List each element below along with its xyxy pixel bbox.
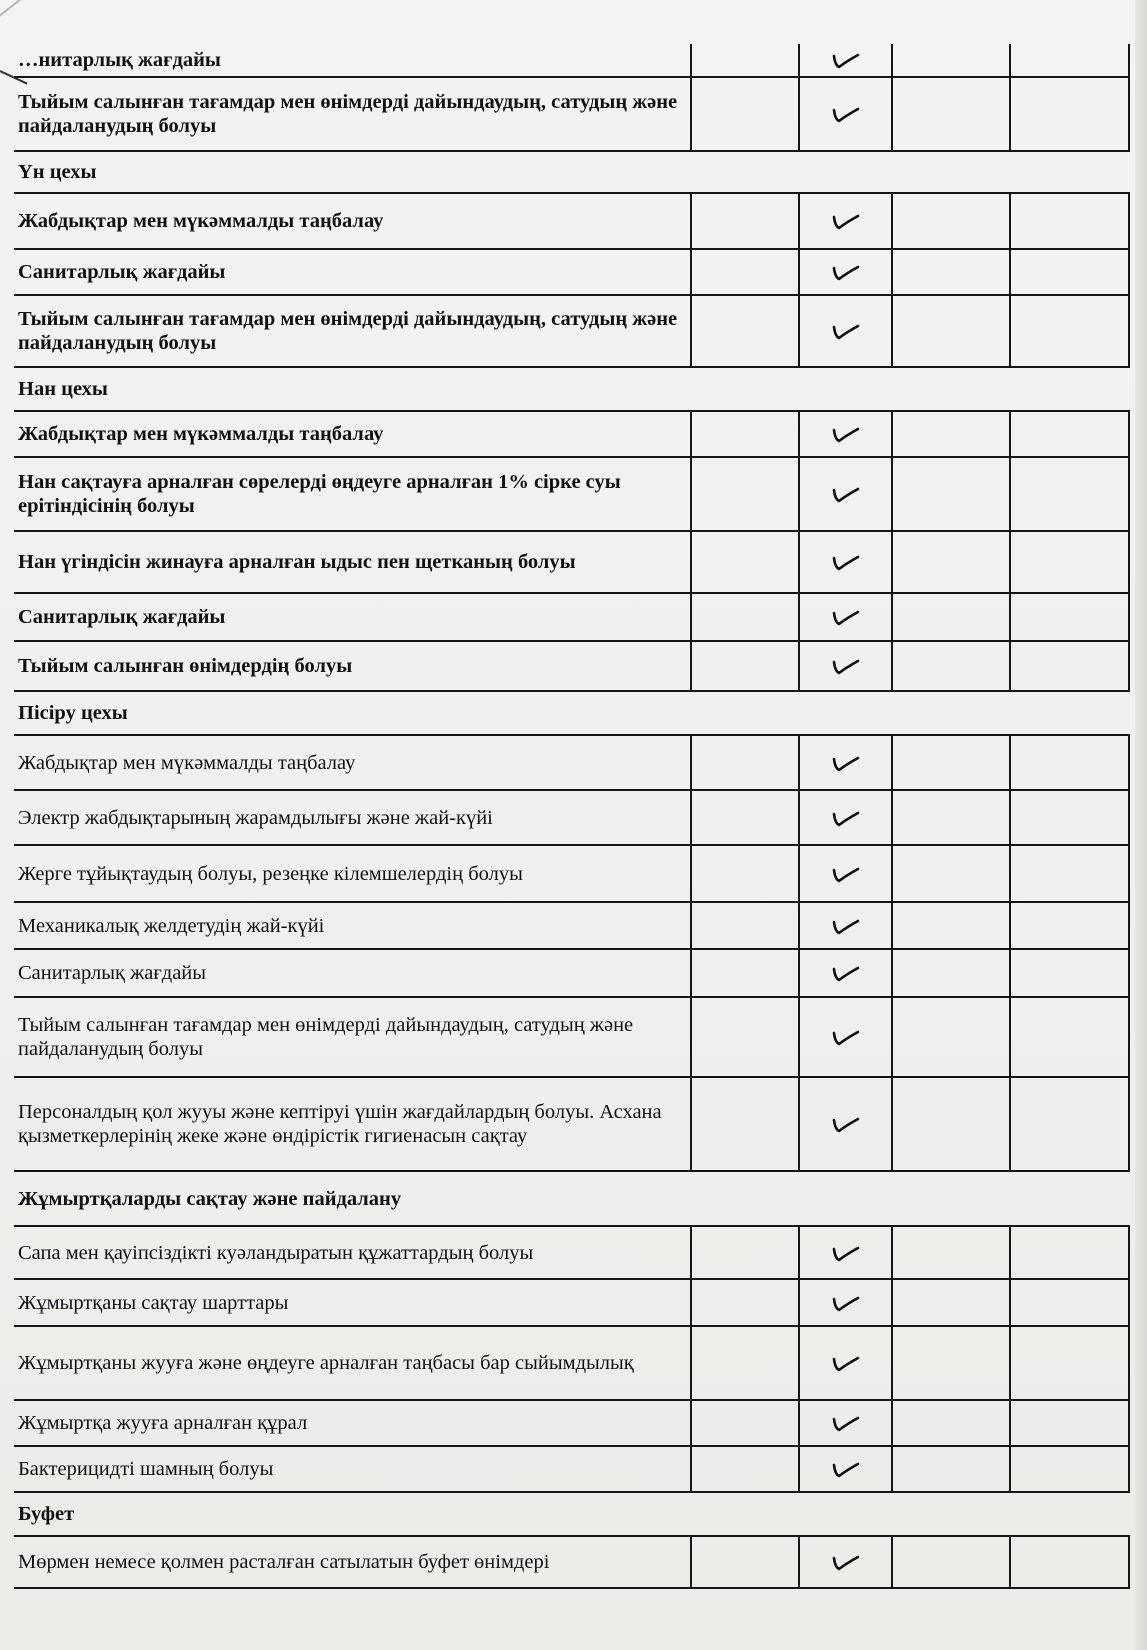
column-2-cell[interactable]: [798, 594, 891, 640]
column-4-cell[interactable]: [1009, 78, 1130, 150]
column-2-cell[interactable]: [798, 736, 891, 789]
checkmark-icon: [831, 915, 861, 937]
checklist-row: [14, 1401, 1130, 1447]
column-2-cell[interactable]: [798, 78, 891, 150]
column-4-cell[interactable]: [1009, 296, 1130, 366]
column-1-cell[interactable]: [690, 412, 798, 456]
column-4-cell[interactable]: [1009, 998, 1130, 1076]
column-3-cell[interactable]: [891, 296, 1009, 366]
column-3-cell[interactable]: [891, 594, 1009, 640]
column-4-cell[interactable]: [1009, 1227, 1130, 1278]
column-3-cell[interactable]: [891, 1447, 1009, 1491]
column-3-cell[interactable]: [891, 950, 1009, 996]
column-4-cell[interactable]: [1009, 1447, 1130, 1491]
section-heading: Пісіру цехы: [18, 702, 128, 724]
column-3-cell[interactable]: [891, 1078, 1009, 1170]
criterion-text: Жабдықтар мен мүкәммалды таңбалау: [18, 423, 384, 445]
column-1-cell[interactable]: [690, 1078, 798, 1170]
checklist-row: [14, 642, 1130, 692]
column-3-cell[interactable]: [891, 846, 1009, 901]
column-3-cell[interactable]: [891, 44, 1009, 76]
column-2-cell[interactable]: [798, 458, 891, 530]
column-2-cell[interactable]: [798, 950, 891, 996]
column-4-cell[interactable]: [1009, 1401, 1130, 1445]
column-3-cell[interactable]: [891, 532, 1009, 592]
column-2-cell[interactable]: [798, 194, 891, 248]
column-4-cell[interactable]: [1009, 791, 1130, 844]
checklist-row: [14, 846, 1130, 903]
column-1-cell[interactable]: [690, 44, 798, 76]
criterion-text: Механикалық желдетудің жай-күйі: [18, 914, 325, 937]
column-1-cell[interactable]: [690, 1280, 798, 1325]
column-4-cell[interactable]: [1009, 642, 1130, 690]
criterion-text: Электр жабдықтарының жарамдылығы және жай-күйі: [18, 806, 493, 829]
criterion-text: Нан үгіндісін жинауға арналған ыдыс пен щетканың болуы: [18, 551, 576, 573]
column-3-cell[interactable]: [891, 998, 1009, 1076]
column-3-cell[interactable]: [891, 412, 1009, 456]
section-heading-row: [14, 1493, 1130, 1537]
checkmark-icon: [831, 1292, 861, 1314]
checkmark-icon: [831, 103, 861, 125]
criterion-text: Жұмыртқаны жууға және өңдеуге арналған таңбасы бар сыйымдылық: [18, 1352, 634, 1374]
checkmark-icon: [831, 807, 861, 829]
criterion-text: Жабдықтар мен мүкәммалды таңбалау: [18, 210, 384, 232]
criterion-text: Жұмыртқа жууға арналған құрал: [18, 1412, 308, 1434]
checklist-row: [14, 736, 1130, 791]
column-2-cell[interactable]: [798, 642, 891, 690]
checkmark-icon: [831, 49, 861, 71]
checkmark-icon: [831, 261, 861, 283]
checklist-row: [14, 194, 1130, 250]
column-3-cell[interactable]: [891, 1401, 1009, 1445]
criterion-text: Бактерицидті шамның болуы: [18, 1458, 274, 1480]
column-2-cell[interactable]: [798, 846, 891, 901]
checkmark-icon: [831, 1352, 861, 1374]
column-1-cell[interactable]: [690, 950, 798, 996]
checkmark-icon: [831, 423, 861, 445]
column-4-cell[interactable]: [1009, 846, 1130, 901]
column-1-cell[interactable]: [690, 1227, 798, 1278]
column-1-cell[interactable]: [690, 458, 798, 530]
column-2-cell[interactable]: [798, 1537, 891, 1587]
column-2-cell[interactable]: [798, 1280, 891, 1325]
column-3-cell[interactable]: [891, 1537, 1009, 1587]
checklist-row: [14, 998, 1130, 1078]
column-1-cell[interactable]: [690, 594, 798, 640]
criterion-text: Персоналдың қол жууы және кептіруі үшін жағдайлардың болуы. Асхана қызметкерлерінің жеке және өндірістік гигиенасын сақтау: [18, 1101, 662, 1147]
column-2-cell[interactable]: [798, 903, 891, 948]
criterion-text: Тыйым салынған тағамдар мен өнімдерді дайындаудың, сатудың және пайдаланудың болуы: [18, 308, 678, 354]
column-3-cell[interactable]: [891, 1327, 1009, 1399]
checkmark-icon: [831, 1242, 861, 1264]
column-3-cell[interactable]: [891, 250, 1009, 294]
criterion-text: Санитарлық жағдайы: [18, 962, 207, 984]
column-4-cell[interactable]: [1009, 1078, 1130, 1170]
section-heading-row: [14, 152, 1130, 194]
checklist-row: [14, 1537, 1130, 1589]
checklist-row: [14, 1078, 1130, 1172]
criterion-text: Тыйым салынған тағамдар мен өнімдерді дайындаудың, сатудың және пайдаланудың болуы: [18, 91, 678, 137]
column-2-cell[interactable]: [798, 791, 891, 844]
checklist-row: [14, 250, 1130, 296]
column-2-cell[interactable]: [798, 250, 891, 294]
checkmark-icon: [831, 1412, 861, 1434]
column-3-cell[interactable]: [891, 1227, 1009, 1278]
section-heading-row: [14, 1172, 1130, 1227]
checklist-row: [14, 1227, 1130, 1280]
column-2-cell[interactable]: [798, 412, 891, 456]
criterion-text: Жұмыртқаны сақтау шарттары: [18, 1291, 289, 1314]
column-2-cell[interactable]: [798, 1227, 891, 1278]
column-4-cell[interactable]: [1009, 903, 1130, 948]
column-4-cell[interactable]: [1009, 736, 1130, 789]
column-2-cell[interactable]: [798, 1327, 891, 1399]
column-4-cell[interactable]: [1009, 532, 1130, 592]
column-4-cell[interactable]: [1009, 44, 1130, 76]
column-2-cell[interactable]: [798, 296, 891, 366]
column-1-cell[interactable]: [690, 846, 798, 901]
column-2-cell[interactable]: [798, 532, 891, 592]
checklist-row: [14, 532, 1130, 594]
column-4-cell[interactable]: [1009, 458, 1130, 530]
section-heading: Жұмыртқаларды сақтау және пайдалану: [18, 1187, 402, 1210]
checkmark-icon: [831, 1551, 861, 1573]
column-3-cell[interactable]: [891, 736, 1009, 789]
column-3-cell[interactable]: [891, 194, 1009, 248]
criterion-text: Сапа мен қауіпсіздікті куәландыратын құжаттардың болуы: [18, 1241, 534, 1264]
section-heading-row: [14, 692, 1130, 736]
column-2-cell[interactable]: [798, 998, 891, 1076]
checklist-row: [14, 44, 1130, 78]
criterion-text: Мөрмен немесе қолмен расталған сатылатын буфет өнімдері: [18, 1551, 550, 1573]
checkmark-icon: [831, 962, 861, 984]
column-4-cell[interactable]: [1009, 194, 1130, 248]
column-4-cell[interactable]: [1009, 594, 1130, 640]
column-1-cell[interactable]: [690, 78, 798, 150]
criterion-text: Санитарлық жағдайы: [18, 261, 226, 283]
section-heading: Буфет: [18, 1503, 75, 1525]
column-1-cell[interactable]: [690, 998, 798, 1076]
checklist-row: [14, 458, 1130, 532]
checklist-row: [14, 296, 1130, 368]
criterion-text: Нан сақтауға арналған сөрелерді өңдеуге арналған 1% сірке суы ерітіндісінің болуы: [18, 471, 621, 517]
criterion-text: Тыйым салынған өнімдердің болуы: [18, 655, 353, 677]
checklist-row: [14, 594, 1130, 642]
column-1-cell[interactable]: [690, 736, 798, 789]
section-heading: Үн цехы: [18, 161, 97, 183]
column-2-cell[interactable]: [798, 44, 891, 76]
checklist-row: [14, 412, 1130, 458]
column-3-cell[interactable]: [891, 903, 1009, 948]
column-2-cell[interactable]: [798, 1401, 891, 1445]
section-heading-row: [14, 368, 1130, 412]
scan-fold-mark: [0, 0, 107, 32]
column-1-cell[interactable]: [690, 532, 798, 592]
column-1-cell[interactable]: [690, 194, 798, 248]
checklist-row: [14, 1327, 1130, 1401]
column-1-cell[interactable]: [690, 1447, 798, 1491]
checklist-row: [14, 78, 1130, 152]
column-1-cell[interactable]: [690, 1537, 798, 1587]
column-1-cell[interactable]: [690, 642, 798, 690]
column-3-cell[interactable]: [891, 78, 1009, 150]
checkmark-icon: [831, 1113, 861, 1135]
column-1-cell[interactable]: [690, 1401, 798, 1445]
checkmark-icon: [831, 551, 861, 573]
column-1-cell[interactable]: [690, 791, 798, 844]
criterion-text: Тыйым салынған тағамдар мен өнімдерді дайындаудың, сатудың және пайдаланудың болуы: [18, 1014, 634, 1060]
column-3-cell[interactable]: [891, 791, 1009, 844]
column-1-cell[interactable]: [690, 1327, 798, 1399]
criterion-text: Жерге тұйықтаудың болуы, резеңке кілемшелердің болуы: [18, 862, 523, 885]
checklist-row: [14, 950, 1130, 998]
column-4-cell[interactable]: [1009, 250, 1130, 294]
column-4-cell[interactable]: [1009, 1280, 1130, 1325]
checkmark-icon: [831, 752, 861, 774]
section-heading: Нан цехы: [18, 378, 108, 400]
checklist-row: [14, 1280, 1130, 1327]
checkmark-icon: [831, 1026, 861, 1048]
checkmark-icon: [831, 1458, 861, 1480]
column-3-cell[interactable]: [891, 1280, 1009, 1325]
page-edge: [1135, 0, 1147, 1650]
criterion-text: …нитарлық жағдайы: [18, 49, 221, 71]
column-1-cell[interactable]: [690, 250, 798, 294]
checkmark-icon: [831, 655, 861, 677]
checkmark-icon: [831, 606, 861, 628]
column-1-cell[interactable]: [690, 903, 798, 948]
column-4-cell[interactable]: [1009, 412, 1130, 456]
criterion-text: Жабдықтар мен мүкәммалды таңбалау: [18, 751, 356, 774]
criterion-text: Санитарлық жағдайы: [18, 606, 226, 628]
checkmark-icon: [831, 863, 861, 885]
column-2-cell[interactable]: [798, 1078, 891, 1170]
inspection-checklist-table: [14, 44, 1130, 1589]
checkmark-icon: [831, 483, 861, 505]
column-4-cell[interactable]: [1009, 1537, 1130, 1587]
column-4-cell[interactable]: [1009, 950, 1130, 996]
checkmark-icon: [831, 210, 861, 232]
checkmark-icon: [831, 320, 861, 342]
checklist-row: [14, 791, 1130, 846]
column-1-cell[interactable]: [690, 296, 798, 366]
column-3-cell[interactable]: [891, 642, 1009, 690]
column-4-cell[interactable]: [1009, 1327, 1130, 1399]
checklist-row: [14, 1447, 1130, 1493]
column-3-cell[interactable]: [891, 458, 1009, 530]
checklist-row: [14, 903, 1130, 950]
column-2-cell[interactable]: [798, 1447, 891, 1491]
